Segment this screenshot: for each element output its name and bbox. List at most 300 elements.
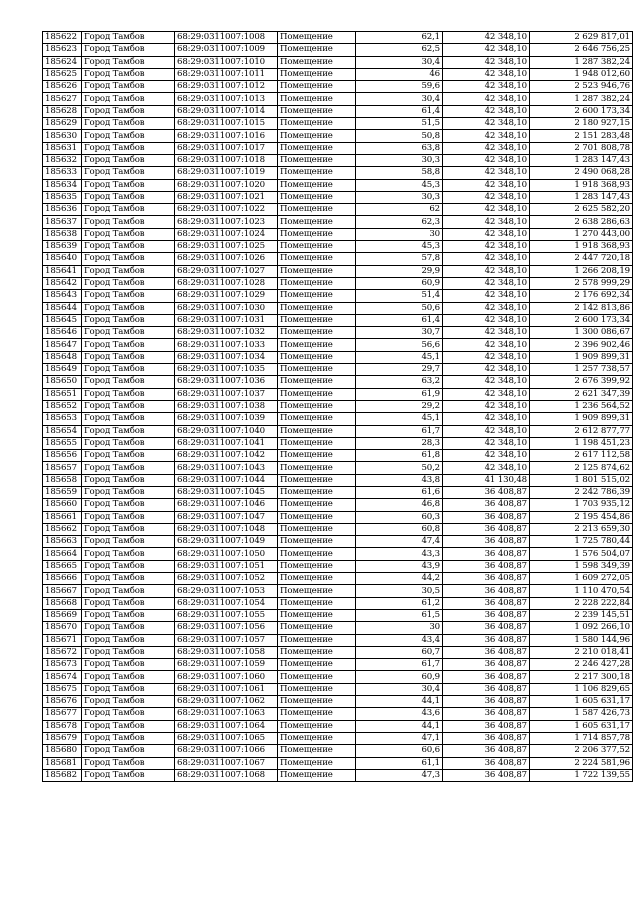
cadastral-value-cell: 2 447 720,18 <box>530 253 633 265</box>
area-cell: 62,5 <box>356 44 443 56</box>
area-cell: 62,1 <box>356 32 443 44</box>
city-cell: Город Тамбов <box>82 634 175 646</box>
table-row <box>43 646 633 658</box>
area-cell: 45,3 <box>356 179 443 191</box>
price-per-sqm-cell: 42 348,10 <box>443 241 530 253</box>
cadastral-value-cell: 1 236 564,52 <box>530 400 633 412</box>
city-cell: Город Тамбов <box>82 659 175 671</box>
city-cell: Город Тамбов <box>82 351 175 363</box>
record-id-cell: 185672 <box>43 646 82 658</box>
table-row <box>43 597 633 609</box>
area-cell: 60,6 <box>356 745 443 757</box>
area-cell: 29,7 <box>356 364 443 376</box>
record-id-cell: 185677 <box>43 708 82 720</box>
area-cell: 45,1 <box>356 413 443 425</box>
cadastral-number-cell: 68:29:0311007:1064 <box>175 720 278 732</box>
record-id-cell: 185634 <box>43 179 82 191</box>
area-cell: 47,3 <box>356 769 443 781</box>
cadastral-value-cell: 1 110 470,54 <box>530 585 633 597</box>
object-type-cell: Помещение <box>278 351 356 363</box>
price-per-sqm-cell: 42 348,10 <box>443 339 530 351</box>
cadastral-number-cell: 68:29:0311007:1013 <box>175 93 278 105</box>
area-cell: 56,6 <box>356 339 443 351</box>
table-row <box>43 745 633 757</box>
record-id-cell: 185638 <box>43 228 82 240</box>
table-row <box>43 523 633 535</box>
price-per-sqm-cell: 42 348,10 <box>443 191 530 203</box>
table-row <box>43 720 633 732</box>
object-type-cell: Помещение <box>278 105 356 117</box>
table-row <box>43 179 633 191</box>
record-id-cell: 185652 <box>43 400 82 412</box>
price-per-sqm-cell: 42 348,10 <box>443 130 530 142</box>
record-id-cell: 185679 <box>43 732 82 744</box>
record-id-cell: 185644 <box>43 302 82 314</box>
table-row <box>43 769 633 781</box>
cadastral-number-cell: 68:29:0311007:1061 <box>175 683 278 695</box>
object-type-cell: Помещение <box>278 191 356 203</box>
cadastral-number-cell: 68:29:0311007:1034 <box>175 351 278 363</box>
area-cell: 62,3 <box>356 216 443 228</box>
area-cell: 61,8 <box>356 450 443 462</box>
record-id-cell: 185633 <box>43 167 82 179</box>
cadastral-number-cell: 68:29:0311007:1039 <box>175 413 278 425</box>
cadastral-value-cell: 1 605 631,17 <box>530 696 633 708</box>
cadastral-number-cell: 68:29:0311007:1055 <box>175 609 278 621</box>
area-cell: 30 <box>356 228 443 240</box>
cadastral-value-cell: 2 646 756,25 <box>530 44 633 56</box>
table-row <box>43 757 633 769</box>
record-id-cell: 185649 <box>43 364 82 376</box>
area-cell: 60,9 <box>356 671 443 683</box>
cadastral-value-cell: 1 576 504,07 <box>530 548 633 560</box>
cadastral-value-cell: 2 676 399,92 <box>530 376 633 388</box>
record-id-cell: 185667 <box>43 585 82 597</box>
city-cell: Город Тамбов <box>82 671 175 683</box>
cadastral-value-cell: 1 722 139,55 <box>530 769 633 781</box>
city-cell: Город Тамбов <box>82 142 175 154</box>
city-cell: Город Тамбов <box>82 560 175 572</box>
cadastral-value-cell: 1 092 266,10 <box>530 622 633 634</box>
area-cell: 50,2 <box>356 462 443 474</box>
object-type-cell: Помещение <box>278 376 356 388</box>
area-cell: 47,1 <box>356 732 443 744</box>
city-cell: Город Тамбов <box>82 400 175 412</box>
area-cell: 63,8 <box>356 142 443 154</box>
object-type-cell: Помещение <box>278 154 356 166</box>
city-cell: Город Тамбов <box>82 32 175 44</box>
cadastral-value-cell: 2 210 018,41 <box>530 646 633 658</box>
cadastral-number-cell: 68:29:0311007:1032 <box>175 327 278 339</box>
table-row <box>43 708 633 720</box>
city-cell: Город Тамбов <box>82 646 175 658</box>
price-per-sqm-cell: 42 348,10 <box>443 400 530 412</box>
table-row <box>43 474 633 486</box>
price-per-sqm-cell: 42 348,10 <box>443 302 530 314</box>
table-row <box>43 659 633 671</box>
price-per-sqm-cell: 36 408,87 <box>443 609 530 621</box>
cadastral-value-cell: 1 283 147,43 <box>530 191 633 203</box>
city-cell: Город Тамбов <box>82 732 175 744</box>
area-cell: 61,7 <box>356 659 443 671</box>
area-cell: 61,7 <box>356 425 443 437</box>
cadastral-value-cell: 2 523 946,76 <box>530 81 633 93</box>
object-type-cell: Помещение <box>278 277 356 289</box>
record-id-cell: 185631 <box>43 142 82 154</box>
price-per-sqm-cell: 42 348,10 <box>443 376 530 388</box>
table-row <box>43 732 633 744</box>
city-cell: Город Тамбов <box>82 757 175 769</box>
area-cell: 30 <box>356 622 443 634</box>
cadastral-value-cell: 1 609 272,05 <box>530 573 633 585</box>
cadastral-value-cell: 2 151 283,48 <box>530 130 633 142</box>
table-row <box>43 56 633 68</box>
object-type-cell: Помещение <box>278 573 356 585</box>
record-id-cell: 185629 <box>43 118 82 130</box>
cadastral-number-cell: 68:29:0311007:1062 <box>175 696 278 708</box>
object-type-cell: Помещение <box>278 499 356 511</box>
record-id-cell: 185650 <box>43 376 82 388</box>
cadastral-number-cell: 68:29:0311007:1018 <box>175 154 278 166</box>
area-cell: 30,3 <box>356 191 443 203</box>
city-cell: Город Тамбов <box>82 241 175 253</box>
cadastral-value-cell: 2 396 902,46 <box>530 339 633 351</box>
area-cell: 30,4 <box>356 683 443 695</box>
record-id-cell: 185676 <box>43 696 82 708</box>
record-id-cell: 185642 <box>43 277 82 289</box>
price-per-sqm-cell: 36 408,87 <box>443 757 530 769</box>
record-id-cell: 185657 <box>43 462 82 474</box>
price-per-sqm-cell: 42 348,10 <box>443 118 530 130</box>
object-type-cell: Помещение <box>278 130 356 142</box>
object-type-cell: Помещение <box>278 413 356 425</box>
area-cell: 50,6 <box>356 302 443 314</box>
record-id-cell: 185622 <box>43 32 82 44</box>
record-id-cell: 185670 <box>43 622 82 634</box>
record-id-cell: 185646 <box>43 327 82 339</box>
cadastral-number-cell: 68:29:0311007:1045 <box>175 486 278 498</box>
area-cell: 61,4 <box>356 314 443 326</box>
city-cell: Город Тамбов <box>82 622 175 634</box>
price-per-sqm-cell: 42 348,10 <box>443 228 530 240</box>
area-cell: 28,3 <box>356 437 443 449</box>
object-type-cell: Помещение <box>278 216 356 228</box>
price-per-sqm-cell: 36 408,87 <box>443 634 530 646</box>
table-row <box>43 327 633 339</box>
area-cell: 61,4 <box>356 105 443 117</box>
record-id-cell: 185675 <box>43 683 82 695</box>
cadastral-number-cell: 68:29:0311007:1030 <box>175 302 278 314</box>
cadastral-number-cell: 68:29:0311007:1067 <box>175 757 278 769</box>
cadastral-number-cell: 68:29:0311007:1026 <box>175 253 278 265</box>
object-type-cell: Помещение <box>278 597 356 609</box>
cadastral-number-cell: 68:29:0311007:1043 <box>175 462 278 474</box>
cadastral-number-cell: 68:29:0311007:1051 <box>175 560 278 572</box>
price-per-sqm-cell: 42 348,10 <box>443 56 530 68</box>
record-id-cell: 185662 <box>43 523 82 535</box>
property-table-body <box>43 32 633 782</box>
price-per-sqm-cell: 36 408,87 <box>443 523 530 535</box>
cadastral-number-cell: 68:29:0311007:1014 <box>175 105 278 117</box>
cadastral-value-cell: 2 638 286,63 <box>530 216 633 228</box>
table-row <box>43 536 633 548</box>
object-type-cell: Помещение <box>278 696 356 708</box>
object-type-cell: Помещение <box>278 622 356 634</box>
price-per-sqm-cell: 41 130,48 <box>443 474 530 486</box>
city-cell: Город Тамбов <box>82 191 175 203</box>
cadastral-value-cell: 2 490 068,28 <box>530 167 633 179</box>
cadastral-number-cell: 68:29:0311007:1052 <box>175 573 278 585</box>
cadastral-value-cell: 1 106 829,65 <box>530 683 633 695</box>
cadastral-number-cell: 68:29:0311007:1010 <box>175 56 278 68</box>
area-cell: 58,8 <box>356 167 443 179</box>
area-cell: 30,4 <box>356 93 443 105</box>
area-cell: 51,4 <box>356 290 443 302</box>
city-cell: Город Тамбов <box>82 314 175 326</box>
object-type-cell: Помещение <box>278 32 356 44</box>
price-per-sqm-cell: 42 348,10 <box>443 81 530 93</box>
record-id-cell: 185647 <box>43 339 82 351</box>
city-cell: Город Тамбов <box>82 290 175 302</box>
area-cell: 61,6 <box>356 486 443 498</box>
cadastral-value-cell: 2 701 808,78 <box>530 142 633 154</box>
cadastral-number-cell: 68:29:0311007:1019 <box>175 167 278 179</box>
cadastral-number-cell: 68:29:0311007:1028 <box>175 277 278 289</box>
record-id-cell: 185664 <box>43 548 82 560</box>
table-row <box>43 118 633 130</box>
record-id-cell: 185669 <box>43 609 82 621</box>
table-row <box>43 548 633 560</box>
cadastral-value-cell: 2 239 145,51 <box>530 609 633 621</box>
city-cell: Город Тамбов <box>82 769 175 781</box>
area-cell: 43,9 <box>356 560 443 572</box>
city-cell: Город Тамбов <box>82 68 175 80</box>
area-cell: 60,7 <box>356 646 443 658</box>
record-id-cell: 185681 <box>43 757 82 769</box>
table-row <box>43 425 633 437</box>
cadastral-value-cell: 1 801 515,02 <box>530 474 633 486</box>
object-type-cell: Помещение <box>278 314 356 326</box>
cadastral-number-cell: 68:29:0311007:1036 <box>175 376 278 388</box>
record-id-cell: 185668 <box>43 597 82 609</box>
cadastral-value-cell: 2 246 427,28 <box>530 659 633 671</box>
cadastral-value-cell: 1 287 382,24 <box>530 93 633 105</box>
city-cell: Город Тамбов <box>82 523 175 535</box>
object-type-cell: Помещение <box>278 769 356 781</box>
price-per-sqm-cell: 42 348,10 <box>443 364 530 376</box>
cadastral-value-cell: 1 918 368,93 <box>530 179 633 191</box>
city-cell: Город Тамбов <box>82 585 175 597</box>
cadastral-number-cell: 68:29:0311007:1009 <box>175 44 278 56</box>
city-cell: Город Тамбов <box>82 253 175 265</box>
cadastral-number-cell: 68:29:0311007:1049 <box>175 536 278 548</box>
record-id-cell: 185655 <box>43 437 82 449</box>
price-per-sqm-cell: 42 348,10 <box>443 216 530 228</box>
record-id-cell: 185654 <box>43 425 82 437</box>
object-type-cell: Помещение <box>278 253 356 265</box>
price-per-sqm-cell: 42 348,10 <box>443 105 530 117</box>
object-type-cell: Помещение <box>278 634 356 646</box>
cadastral-value-cell: 2 242 786,39 <box>530 486 633 498</box>
cadastral-value-cell: 2 600 173,34 <box>530 314 633 326</box>
cadastral-value-cell: 2 600 173,34 <box>530 105 633 117</box>
table-row <box>43 44 633 56</box>
table-row <box>43 81 633 93</box>
cadastral-value-cell: 1 257 738,57 <box>530 364 633 376</box>
cadastral-number-cell: 68:29:0311007:1068 <box>175 769 278 781</box>
cadastral-value-cell: 1 587 426,73 <box>530 708 633 720</box>
area-cell: 62 <box>356 204 443 216</box>
city-cell: Город Тамбов <box>82 683 175 695</box>
city-cell: Город Тамбов <box>82 376 175 388</box>
table-row <box>43 265 633 277</box>
cadastral-value-cell: 2 629 817,01 <box>530 32 633 44</box>
record-id-cell: 185630 <box>43 130 82 142</box>
price-per-sqm-cell: 36 408,87 <box>443 597 530 609</box>
table-row <box>43 622 633 634</box>
object-type-cell: Помещение <box>278 671 356 683</box>
price-per-sqm-cell: 42 348,10 <box>443 413 530 425</box>
price-per-sqm-cell: 36 408,87 <box>443 696 530 708</box>
cadastral-value-cell: 1 909 899,31 <box>530 351 633 363</box>
cadastral-value-cell: 2 621 347,39 <box>530 388 633 400</box>
record-id-cell: 185674 <box>43 671 82 683</box>
table-row <box>43 683 633 695</box>
object-type-cell: Помещение <box>278 93 356 105</box>
city-cell: Город Тамбов <box>82 167 175 179</box>
table-row <box>43 462 633 474</box>
object-type-cell: Помещение <box>278 44 356 56</box>
cadastral-value-cell: 1 287 382,24 <box>530 56 633 68</box>
cadastral-value-cell: 2 617 112,58 <box>530 450 633 462</box>
area-cell: 29,2 <box>356 400 443 412</box>
price-per-sqm-cell: 36 408,87 <box>443 659 530 671</box>
price-per-sqm-cell: 42 348,10 <box>443 32 530 44</box>
cadastral-value-cell: 2 180 927,15 <box>530 118 633 130</box>
object-type-cell: Помещение <box>278 683 356 695</box>
record-id-cell: 185663 <box>43 536 82 548</box>
object-type-cell: Помещение <box>278 302 356 314</box>
cadastral-number-cell: 68:29:0311007:1054 <box>175 597 278 609</box>
price-per-sqm-cell: 42 348,10 <box>443 327 530 339</box>
record-id-cell: 185665 <box>43 560 82 572</box>
record-id-cell: 185632 <box>43 154 82 166</box>
cadastral-value-cell: 2 142 813,86 <box>530 302 633 314</box>
record-id-cell: 185682 <box>43 769 82 781</box>
area-cell: 43,6 <box>356 708 443 720</box>
cadastral-value-cell: 1 580 144,96 <box>530 634 633 646</box>
cadastral-number-cell: 68:29:0311007:1035 <box>175 364 278 376</box>
record-id-cell: 185651 <box>43 388 82 400</box>
area-cell: 50,8 <box>356 130 443 142</box>
area-cell: 43,8 <box>356 474 443 486</box>
record-id-cell: 185648 <box>43 351 82 363</box>
object-type-cell: Помещение <box>278 339 356 351</box>
object-type-cell: Помещение <box>278 708 356 720</box>
cadastral-value-cell: 2 195 454,86 <box>530 511 633 523</box>
cadastral-value-cell: 2 217 300,18 <box>530 671 633 683</box>
area-cell: 57,8 <box>356 253 443 265</box>
city-cell: Город Тамбов <box>82 154 175 166</box>
price-per-sqm-cell: 36 408,87 <box>443 573 530 585</box>
table-row <box>43 142 633 154</box>
record-id-cell: 185671 <box>43 634 82 646</box>
area-cell: 43,3 <box>356 548 443 560</box>
table-row <box>43 696 633 708</box>
table-row <box>43 228 633 240</box>
object-type-cell: Помещение <box>278 536 356 548</box>
city-cell: Город Тамбов <box>82 204 175 216</box>
table-row <box>43 241 633 253</box>
record-id-cell: 185680 <box>43 745 82 757</box>
cadastral-number-cell: 68:29:0311007:1057 <box>175 634 278 646</box>
object-type-cell: Помещение <box>278 732 356 744</box>
cadastral-value-cell: 1 918 368,93 <box>530 241 633 253</box>
record-id-cell: 185666 <box>43 573 82 585</box>
city-cell: Город Тамбов <box>82 302 175 314</box>
object-type-cell: Помещение <box>278 179 356 191</box>
object-type-cell: Помещение <box>278 511 356 523</box>
area-cell: 29,9 <box>356 265 443 277</box>
city-cell: Город Тамбов <box>82 277 175 289</box>
area-cell: 46,8 <box>356 499 443 511</box>
price-per-sqm-cell: 42 348,10 <box>443 167 530 179</box>
record-id-cell: 185635 <box>43 191 82 203</box>
record-id-cell: 185658 <box>43 474 82 486</box>
city-cell: Город Тамбов <box>82 745 175 757</box>
area-cell: 51,5 <box>356 118 443 130</box>
city-cell: Город Тамбов <box>82 720 175 732</box>
table-row <box>43 413 633 425</box>
cadastral-number-cell: 68:29:0311007:1053 <box>175 585 278 597</box>
cadastral-number-cell: 68:29:0311007:1056 <box>175 622 278 634</box>
city-cell: Город Тамбов <box>82 388 175 400</box>
cadastral-number-cell: 68:29:0311007:1008 <box>175 32 278 44</box>
price-per-sqm-cell: 42 348,10 <box>443 388 530 400</box>
cadastral-number-cell: 68:29:0311007:1031 <box>175 314 278 326</box>
cadastral-number-cell: 68:29:0311007:1012 <box>175 81 278 93</box>
price-per-sqm-cell: 36 408,87 <box>443 486 530 498</box>
city-cell: Город Тамбов <box>82 118 175 130</box>
record-id-cell: 185641 <box>43 265 82 277</box>
object-type-cell: Помещение <box>278 327 356 339</box>
object-type-cell: Помещение <box>278 450 356 462</box>
city-cell: Город Тамбов <box>82 216 175 228</box>
cadastral-value-cell: 2 176 692,34 <box>530 290 633 302</box>
cadastral-number-cell: 68:29:0311007:1033 <box>175 339 278 351</box>
cadastral-number-cell: 68:29:0311007:1047 <box>175 511 278 523</box>
cadastral-number-cell: 68:29:0311007:1048 <box>175 523 278 535</box>
price-per-sqm-cell: 42 348,10 <box>443 290 530 302</box>
city-cell: Город Тамбов <box>82 511 175 523</box>
property-table <box>42 31 633 782</box>
record-id-cell: 185639 <box>43 241 82 253</box>
object-type-cell: Помещение <box>278 609 356 621</box>
object-type-cell: Помещение <box>278 548 356 560</box>
cadastral-number-cell: 68:29:0311007:1027 <box>175 265 278 277</box>
table-row <box>43 388 633 400</box>
price-per-sqm-cell: 42 348,10 <box>443 253 530 265</box>
cadastral-value-cell: 1 300 086,67 <box>530 327 633 339</box>
object-type-cell: Помещение <box>278 56 356 68</box>
cadastral-value-cell: 1 283 147,43 <box>530 154 633 166</box>
object-type-cell: Помещение <box>278 425 356 437</box>
price-per-sqm-cell: 36 408,87 <box>443 646 530 658</box>
cadastral-value-cell: 2 213 659,30 <box>530 523 633 535</box>
record-id-cell: 185643 <box>43 290 82 302</box>
record-id-cell: 185640 <box>43 253 82 265</box>
cadastral-number-cell: 68:29:0311007:1024 <box>175 228 278 240</box>
